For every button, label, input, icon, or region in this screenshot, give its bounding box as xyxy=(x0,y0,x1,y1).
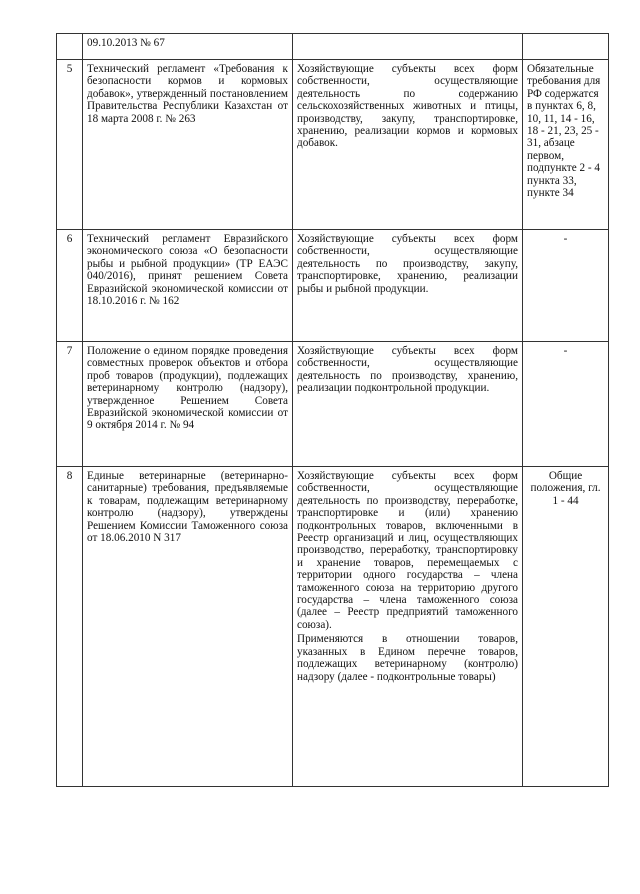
requirements-cell xyxy=(523,34,609,60)
document-name: Положение о едином порядке проведения совместных проверок объектов и отбора проб товаров (продукции), подлежащих ветеринарному контролю (надзору), утвержденное Решением Совета Евразийской экономической комиссии от 9 октября 2014 г. № 94 xyxy=(83,342,293,467)
subjects-cell xyxy=(293,60,523,230)
subjects-cell xyxy=(293,342,523,467)
subjects-cell xyxy=(293,34,523,60)
subjects-cell xyxy=(293,230,523,342)
document-name: Единые ветеринарные (ветеринарно-санитарные) требования, предъявляемые к товарам, подлежащим ветеринарному контролю (надзору), утверждены Решением Комиссии Таможенного союза от 18.06.2010 N 317 xyxy=(83,467,293,787)
row-number: 5 xyxy=(57,60,83,230)
document-name: Технический регламент Евразийского экономического союза «О безопасности рыбы и рыбной продукции» (ТР ЕАЭС 040/2016), принят решением Совета Евразийской экономической комиссии от 18.10.2016 г. № 162 xyxy=(83,230,293,342)
subjects-text: Хозяйствующие субъекты всех форм собственности, осуществляющие деятельность по содержанию сельскохозяйственных животных и птицы, производству, закупу, транспортировке, хранению, реализации кормов и кормовых добавок. xyxy=(297,63,518,150)
row-number: 8 xyxy=(57,467,83,787)
requirements-cell: - xyxy=(523,230,609,342)
subjects-text: Хозяйствующие субъекты всех форм собственности, осуществляющие деятельность по производству, хранению, реализации подконтрольной продукции. xyxy=(297,345,518,395)
table-row xyxy=(57,34,609,60)
requirements-cell: - xyxy=(523,342,609,467)
table-row xyxy=(57,230,609,342)
table-row xyxy=(57,467,609,787)
row-number: 6 xyxy=(57,230,83,342)
subjects-text: Хозяйствующие субъекты всех форм собственности, осуществляющие деятельность по производству, переработке, транспортировке и (или) хранению подконтрольных товаров, включенными в Реестр организаций и лиц, осуществляющих производство, переработку, транспортировку и хранение товаров, перемещаемых с территории одного государства – члена таможенного союза на территорию другого государства – члена таможенного союза (далее – Реестр предприятий таможенного союза). xyxy=(297,470,518,631)
requirements-cell: Общие положения, гл. 1 - 44 xyxy=(523,467,609,787)
table-row xyxy=(57,60,609,230)
requirements-cell: Обязательные требования для РФ содержатся в пунктах 6, 8, 10, 11, 14 - 16, 18 - 21, 23, 25 - 31, абзаце первом, подпункте 2 - 4 пункта 33, пункте 34 xyxy=(523,60,609,230)
row-number xyxy=(57,34,83,60)
subjects-cell xyxy=(293,467,523,787)
regulations-table xyxy=(56,33,609,787)
subjects-text: Хозяйствующие субъекты всех форм собственности, осуществляющие деятельность по производству, закупу, транспортировке, хранению, реализации рыбы и рыбной продукции. xyxy=(297,233,518,295)
subjects-text: Применяются в отношении товаров, указанных в Едином перечне товаров, подлежащих ветеринарному (контролю) надзору (далее - подконтрольные товары) xyxy=(297,633,518,683)
document-name: Технический регламент «Требования к безопасности кормов и кормовых добавок», утвержденный постановлением Правительства Республики Казахстан от 18 марта 2008 г. № 263 xyxy=(83,60,293,230)
table-row xyxy=(57,342,609,467)
document-name: 09.10.2013 № 67 xyxy=(83,34,293,60)
row-number: 7 xyxy=(57,342,83,467)
